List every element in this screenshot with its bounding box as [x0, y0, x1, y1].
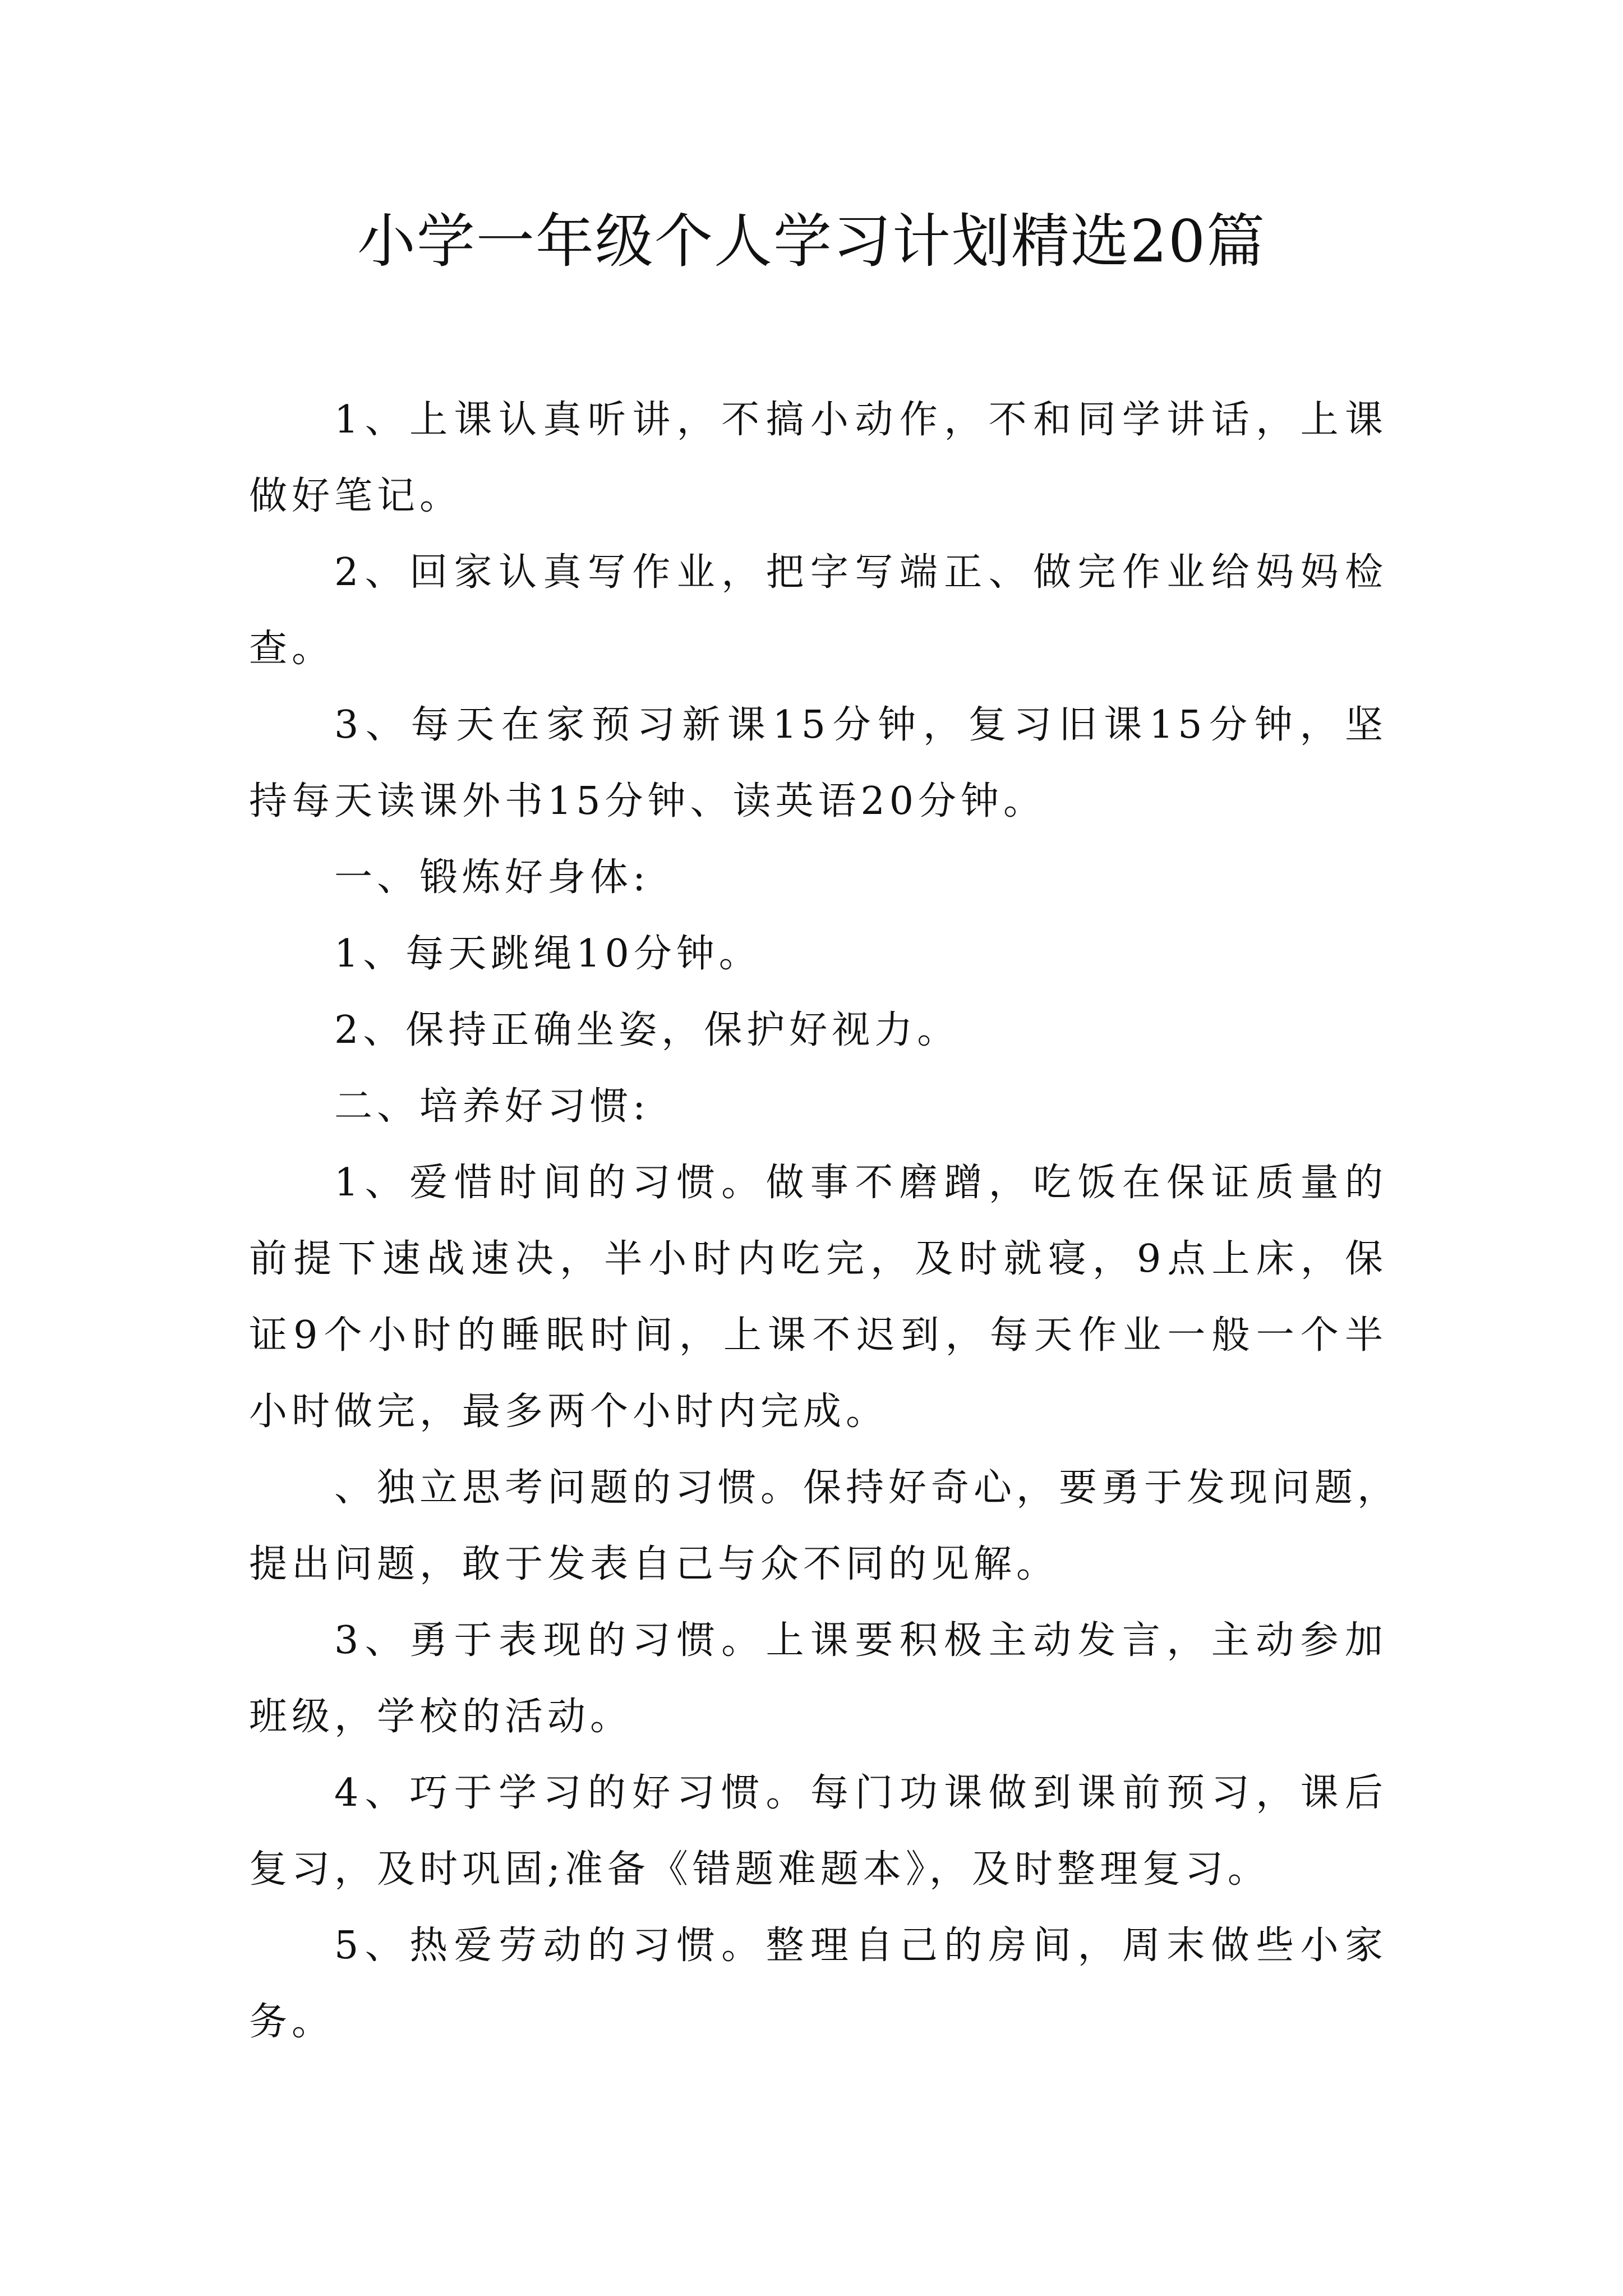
paragraph	[249, 687, 1387, 840]
paragraph-line: 5、热爱劳动的习惯。整理自己的房间，周末做些小家	[334, 1924, 1387, 1968]
paragraph-line: 班级，学校的活动。	[249, 1695, 633, 1739]
paragraph-line: 查。	[249, 627, 335, 671]
paragraph-line: 2、回家认真写作业，把字写端正、做完作业给妈妈检	[334, 550, 1387, 595]
paragraph-line: 提出问题，敢于发表自己与众不同的见解。	[249, 1542, 1059, 1586]
paragraph	[249, 1145, 1387, 1450]
paragraph-line: 做好笔记。	[249, 474, 463, 518]
document-title: 小学一年级个人学习计划精选20篇	[357, 207, 1266, 275]
paragraph-line: 二、培养好习惯:	[334, 1084, 650, 1129]
paragraph	[249, 1450, 1400, 1603]
paragraph	[249, 1069, 1387, 1145]
paragraph-line: 前提下速战速决，半小时内吃完，及时就寝，9点上床，保	[249, 1237, 1387, 1281]
paragraph	[249, 1755, 1387, 1908]
paragraph	[249, 992, 1387, 1069]
paragraph-line: 1、爱惜时间的习惯。做事不磨蹭，吃饭在保证质量的	[334, 1161, 1387, 1205]
paragraph-line: 3、勇于表现的习惯。上课要积极主动发言，主动参加	[334, 1618, 1387, 1663]
paragraph-line: 小时做完，最多两个小时内完成。	[249, 1389, 889, 1434]
paragraph-line: 1、每天跳绳10分钟。	[334, 932, 762, 976]
paragraph-line: 2、保持正确坐姿，保护好视力。	[334, 1008, 960, 1052]
paragraph	[249, 1908, 1387, 2060]
paragraph-line: 4、巧于学习的好习惯。每门功课做到课前预习，课后	[334, 1771, 1387, 1815]
paragraph-line: 1、上课认真听讲，不搞小动作，不和同学讲话，上课	[334, 398, 1387, 442]
paragraph-line: 证9个小时的睡眠时间，上课不迟到，每天作业一般一个半	[249, 1313, 1387, 1358]
document-body	[249, 382, 1400, 2060]
paragraph	[249, 535, 1387, 687]
paragraph-line: 一、锻炼好身体:	[334, 855, 650, 900]
paragraph-line: 、独立思考问题的习惯。保持好奇心，要勇于发现问题，	[334, 1466, 1400, 1510]
paragraph-line: 3、每天在家预习新课15分钟，复习旧课15分钟，坚	[334, 703, 1387, 747]
paragraph	[249, 382, 1387, 535]
paragraph	[249, 840, 1387, 916]
paragraph	[249, 1603, 1387, 1755]
paragraph-line: 持每天读课外书15分钟、读英语20分钟。	[249, 779, 1046, 823]
paragraph	[249, 916, 1387, 992]
paragraph-line: 务。	[249, 2000, 335, 2044]
paragraph-line: 复习，及时巩固;准备《错题难题本》，及时整理复习。	[249, 1847, 1270, 1892]
